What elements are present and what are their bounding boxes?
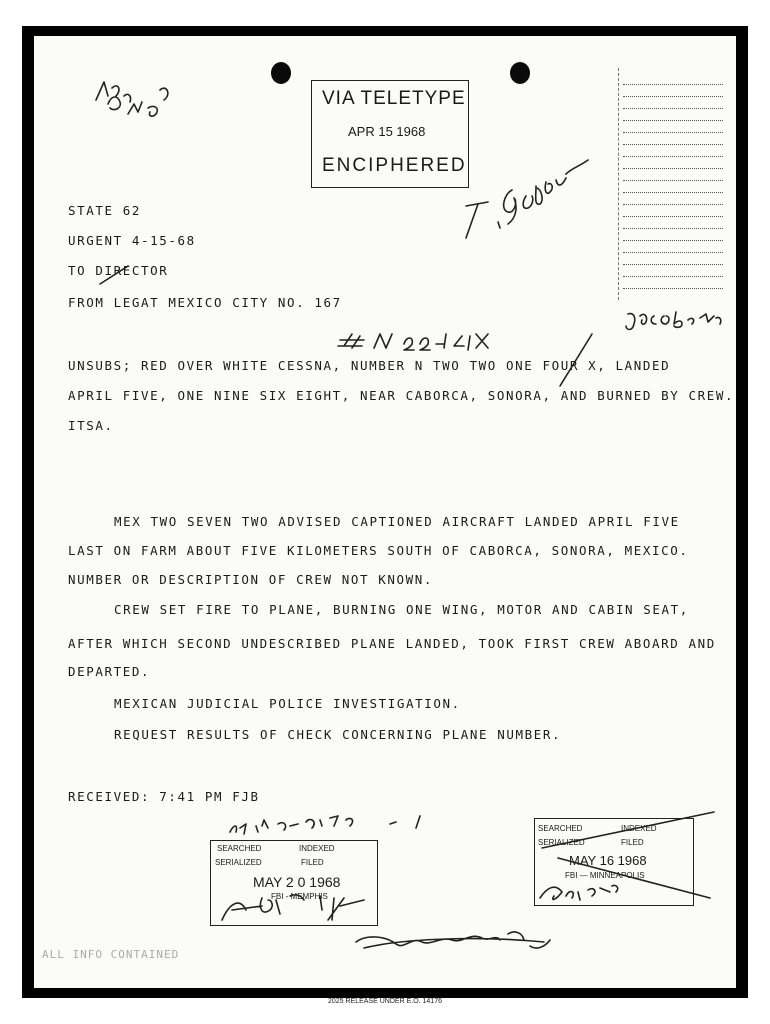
body-line-7: MEXICAN JUDICIAL POLICE INVESTIGATION. — [114, 696, 461, 711]
punch-hole-right — [510, 62, 530, 84]
header-from: FROM LEGAT MEXICO CITY NO. 167 — [68, 295, 342, 310]
body-line-8: REQUEST RESULTS OF CHECK CONCERNING PLANE NUMBER. — [114, 727, 562, 742]
memphis-stamp-date: MAY 2 0 1968 — [253, 874, 341, 890]
teletype-stamp-line1: VIA TELETYPE — [322, 88, 466, 109]
body-line-6: DEPARTED. — [68, 664, 151, 679]
body-line-1: MEX TWO SEVEN TWO ADVISED CAPTIONED AIRCRAFT LANDED APRIL FIVE — [114, 514, 680, 529]
memphis-stamp-office: FBI - MEMPHIS — [271, 892, 328, 901]
header-to: TO DIRECTOR — [68, 263, 169, 278]
memphis-filed: FILED — [301, 858, 324, 867]
teletype-stamp-enciphered: ENCIPHERED — [322, 155, 467, 176]
minneapolis-stamp-date: MAY 16 1968 — [569, 853, 647, 868]
minneapolis-serialized: SERIALIZED — [538, 838, 585, 847]
memphis-serialized: SERIALIZED — [215, 858, 262, 867]
minneapolis-searched: SEARCHED — [538, 824, 583, 833]
minneapolis-filed: FILED — [621, 838, 644, 847]
memphis-indexed: INDEXED — [299, 844, 335, 853]
memphis-file-stamp — [210, 840, 378, 926]
subject-line-3: ITSA. — [68, 418, 114, 433]
routing-slip-column — [618, 68, 727, 300]
minneapolis-indexed: INDEXED — [621, 824, 657, 833]
header-state: STATE 62 — [68, 203, 142, 218]
teletype-stamp-date: APR 15 1968 — [348, 124, 426, 139]
via-teletype-stamp — [311, 80, 469, 188]
minneapolis-file-stamp — [534, 818, 694, 906]
memphis-searched: SEARCHED — [217, 844, 262, 853]
subject-line-1: UNSUBS; RED OVER WHITE CESSNA, NUMBER N TWO TWO ONE FOUR X, LANDED — [68, 358, 671, 373]
received-line: RECEIVED: 7:41 PM FJB — [68, 789, 260, 804]
release-footer: 2025 RELEASE UNDER E.O. 14176 — [327, 998, 442, 1005]
minneapolis-stamp-office: FBI — MINNEAPOLIS — [565, 871, 645, 880]
body-line-2: LAST ON FARM ABOUT FIVE KILOMETERS SOUTH OF CABORCA, SONORA, MEXICO. — [68, 543, 689, 558]
subject-line-2: APRIL FIVE, ONE NINE SIX EIGHT, NEAR CABORCA, SONORA, AND BURNED BY CREW. — [68, 388, 735, 403]
punch-hole-left — [271, 62, 291, 84]
body-line-4: CREW SET FIRE TO PLANE, BURNING ONE WING, MOTOR AND CABIN SEAT, — [114, 602, 689, 617]
body-line-3: NUMBER OR DESCRIPTION OF CREW NOT KNOWN. — [68, 572, 434, 587]
body-line-5: AFTER WHICH SECOND UNDESCRIBED PLANE LANDED, TOOK FIRST CREW ABOARD AND — [68, 636, 716, 651]
header-urgent: URGENT 4-15-68 — [68, 233, 196, 248]
faded-margin-text: ALL INFO CONTAINED — [42, 948, 180, 961]
